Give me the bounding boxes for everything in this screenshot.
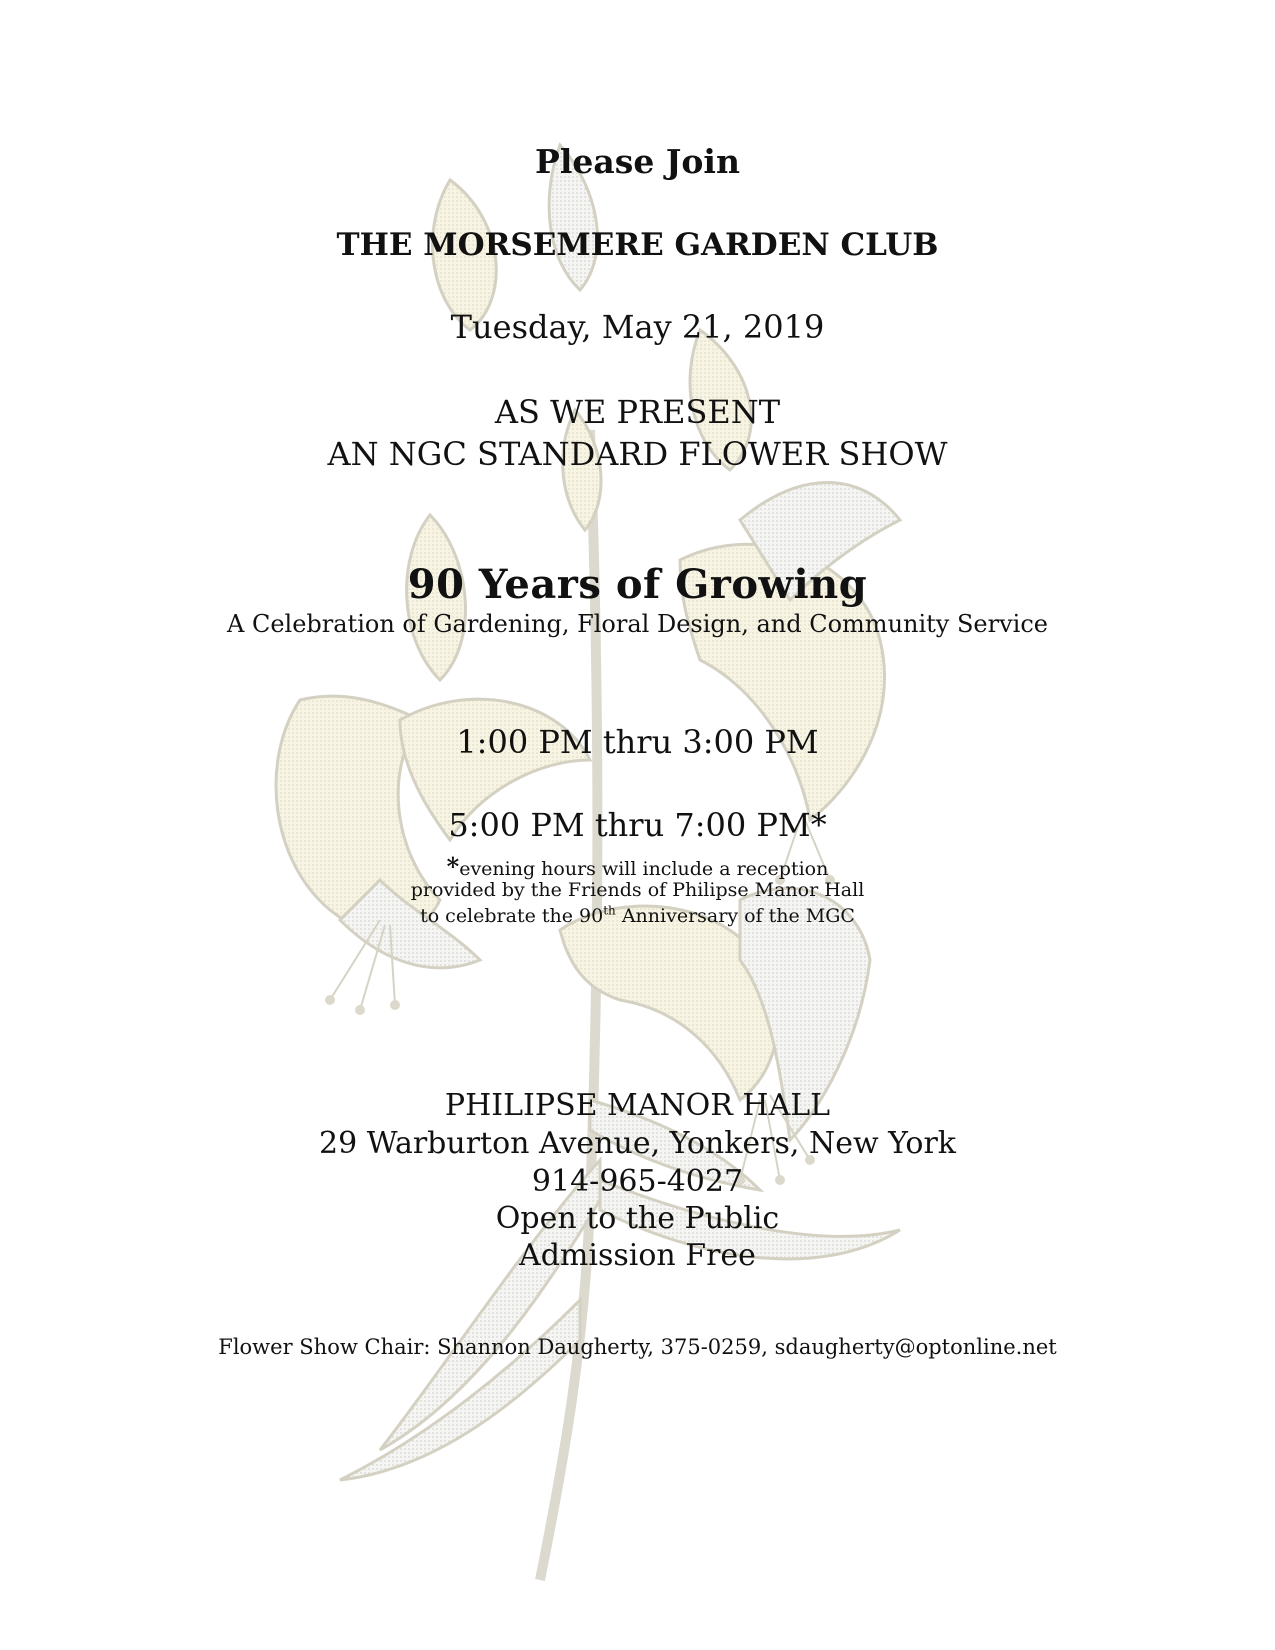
show-subtitle: A Celebration of Gardening, Floral Design, and Community Service — [227, 610, 1048, 638]
note-text-1: evening hours will include a reception — [459, 858, 829, 880]
note-text-3-pre: to celebrate the 90 — [420, 905, 604, 927]
evening-note-line-2: provided by the Friends of Philipse Manor Hall — [410, 879, 865, 901]
event-date: Tuesday, May 21, 2019 — [450, 308, 825, 346]
club-name: THE MORSEMERE GARDEN CLUB — [336, 227, 939, 263]
session-2-hours: 5:00 PM thru 7:00 PM* — [448, 806, 827, 844]
evening-note-line-3 — [0, 905, 1275, 927]
venue-name: PHILIPSE MANOR HALL — [444, 1088, 831, 1123]
venue-phone: 914-965-4027 — [531, 1164, 744, 1199]
session-1-hours: 1:00 PM thru 3:00 PM — [456, 723, 819, 761]
flower-show-chair: Flower Show Chair: Shannon Daugherty, 375-0259, sdaugherty@optonline.net — [218, 1335, 1057, 1359]
venue-address: 29 Warburton Avenue, Yonkers, New York — [319, 1126, 956, 1161]
note-asterisk: * — [446, 852, 460, 881]
ordinal-suffix: th — [603, 903, 616, 918]
present-line-2: AN NGC STANDARD FLOWER SHOW — [327, 435, 948, 473]
present-line-1: AS WE PRESENT — [494, 393, 781, 431]
greeting: Please Join — [535, 142, 740, 181]
evening-note-line-1 — [0, 852, 1275, 881]
show-title: 90 Years of Growing — [407, 561, 868, 608]
note-text-3-post: Anniversary of the MGC — [615, 905, 855, 927]
public-access: Open to the Public — [495, 1201, 780, 1236]
admission: Admission Free — [519, 1238, 756, 1273]
